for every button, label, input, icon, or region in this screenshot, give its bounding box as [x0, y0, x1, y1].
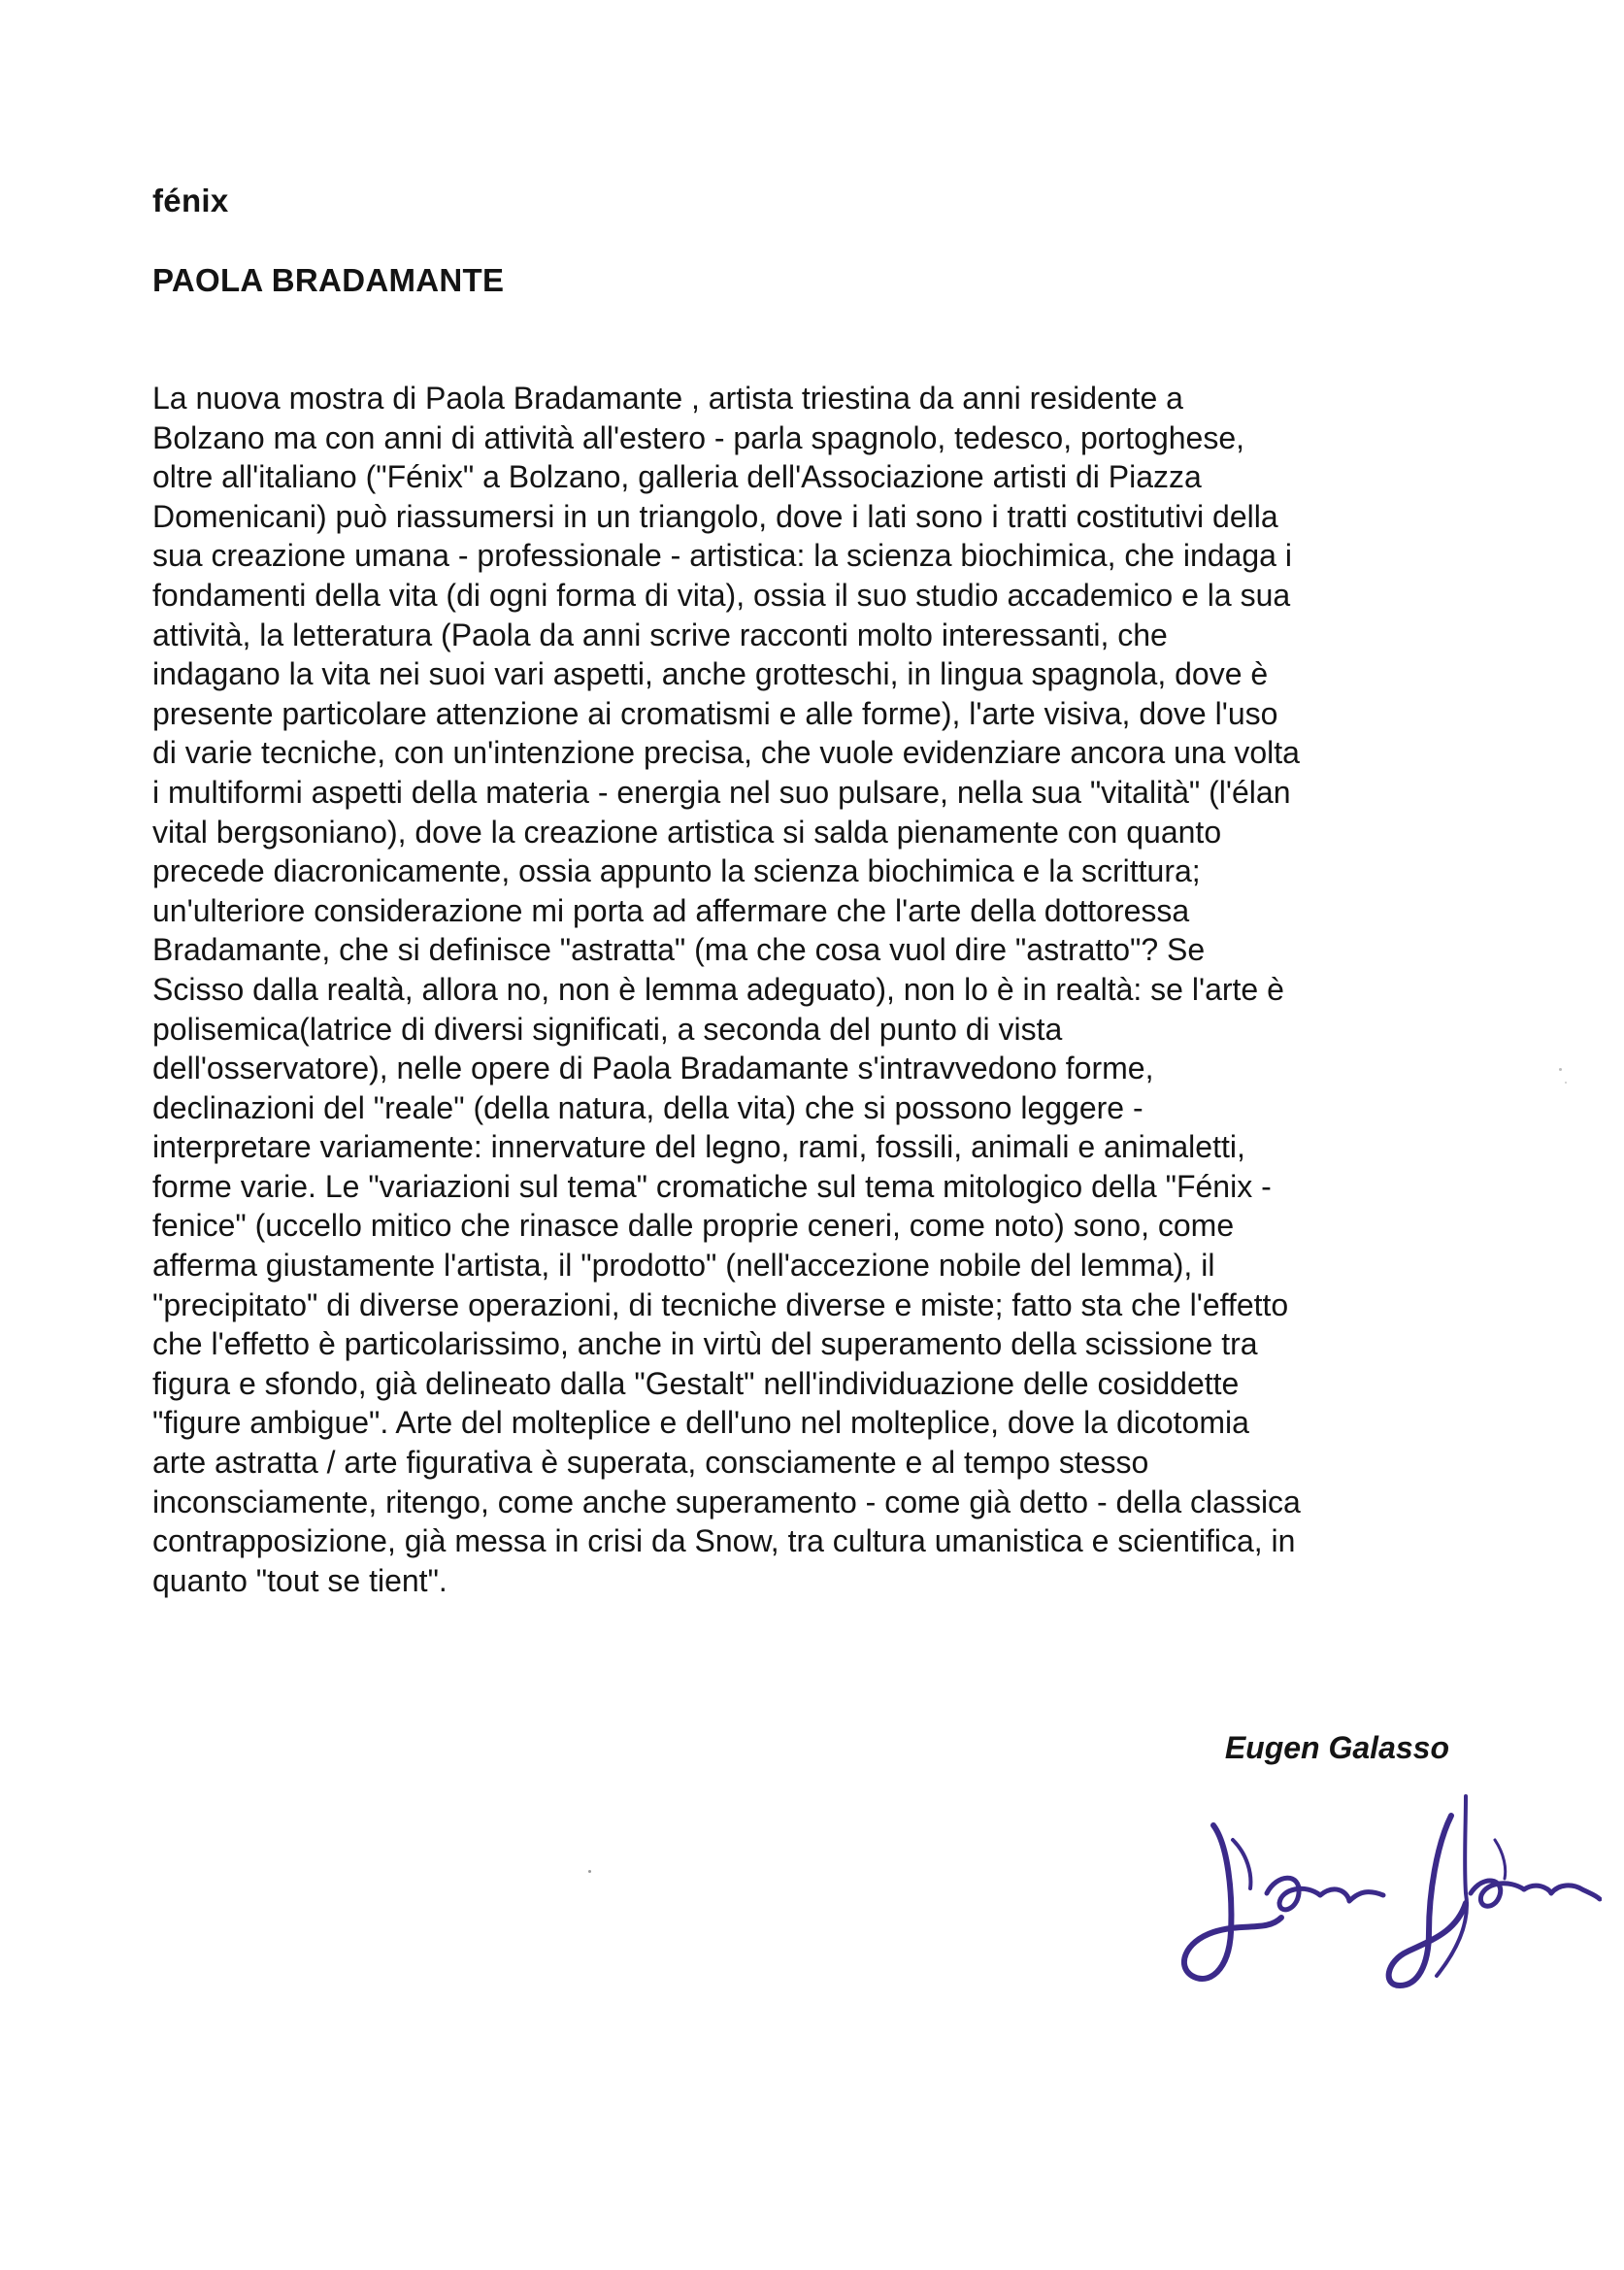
- scan-speck: [1559, 1068, 1562, 1071]
- body-line: fondamenti della vita (di ogni forma di vita), ossia il suo studio accademico e la sua: [152, 577, 1291, 613]
- body-line: dell'osservatore), nelle opere di Paola Bradamante s'intravvedono forme,: [152, 1051, 1154, 1086]
- body-line: precede diacronicamente, ossia appunto la scienza biochimica e la scrittura;: [152, 853, 1201, 889]
- body-line: afferma giustamente l'artista, il "prodotto" (nell'accezione nobile del lemma), il: [152, 1248, 1215, 1284]
- body-line: un'ulteriore considerazione mi porta ad affermare che l'arte della dottoressa: [152, 892, 1190, 928]
- author-name: Eugen Galasso: [1224, 1730, 1449, 1765]
- body-line: quanto "tout se tient".: [152, 1562, 447, 1598]
- signature-stroke: [1184, 1825, 1281, 1979]
- body-line: Bolzano ma con anni di attività all'estero - parla spagnolo, tedesco, portoghese,: [152, 419, 1245, 455]
- body-line: di varie tecniche, con un'intenzione precisa, che vuole evidenziare ancora una volta: [152, 735, 1300, 771]
- body-line: attività, la letteratura (Paola da anni scrive racconti molto interessanti, che: [152, 617, 1168, 652]
- artist-name-heading: PAOLA BRADAMANTE: [152, 262, 505, 298]
- scan-speck: [588, 1870, 591, 1873]
- body-line: che l'effetto è particolarissimo, anche in virtù del superamento della scissione tra: [152, 1326, 1258, 1362]
- body-line: polisemica(latrice di diversi significati, a seconda del punto di vista: [152, 1011, 1063, 1047]
- body-line: forme varie. Le "variazioni sul tema" cromatiche sul tema mitologico della "Fénix -: [152, 1168, 1272, 1204]
- body-line: Bradamante, che si definisce "astratta" (ma che cosa vuol dire "astratto"? Se: [152, 932, 1206, 968]
- body-line: presente particolare attenzione ai cromatismi e alle forme), l'arte visiva, dove l'uso: [152, 695, 1278, 731]
- signature-stroke: [1267, 1878, 1320, 1910]
- body-line: fenice" (uccello mitico che rinasce dalle proprie ceneri, come noto) sono, come: [152, 1208, 1235, 1244]
- body-line: "figure ambigue". Arte del molteplice e dell'uno nel molteplice, dove la dicotomia: [152, 1405, 1249, 1441]
- document-title: fénix: [152, 183, 229, 218]
- body-line: declinazioni del "reale" (della natura, della vita) che si possono leggere -: [152, 1089, 1143, 1125]
- body-line: Domenicani) può riassumersi in un triangolo, dove i lati sono i tratti costitutivi della: [152, 498, 1278, 534]
- body-line: interpretare variamente: innervature del legno, rami, fossili, animali e animaletti,: [152, 1129, 1245, 1165]
- body-paragraph: [152, 379, 1453, 1600]
- body-line: arte astratta / arte figurativa è superata, consciamente e al tempo stesso: [152, 1445, 1149, 1481]
- body-line: vital bergsoniano), dove la creazione artistica si salda pienamente con quanto: [152, 814, 1222, 850]
- body-line: indagano la vita nei suoi vari aspetti, anche grotteschi, in lingua spagnola, dove è: [152, 656, 1269, 692]
- signature-stroke: [1437, 1796, 1467, 1976]
- signature-stroke: [1320, 1889, 1383, 1901]
- scan-speck: [1565, 1082, 1567, 1084]
- body-line: sua creazione umana - professionale - artistica: la scienza biochimica, che indaga i: [152, 538, 1292, 574]
- body-line: Scisso dalla realtà, allora no, non è lemma adeguato), non lo è in realtà: se l'arte è: [152, 971, 1284, 1007]
- signature-stroke: [1524, 1886, 1600, 1899]
- body-line: contrapposizione, già messa in crisi da Snow, tra cultura umanistica e scientifica, in: [152, 1523, 1296, 1559]
- signature-stroke: [1471, 1881, 1524, 1906]
- body-line: inconsciamente, ritengo, come anche superamento - come già detto - della classica: [152, 1484, 1301, 1519]
- body-line: "precipitato" di diverse operazioni, di tecniche diverse e miste; fatto sta che l'effetto: [152, 1286, 1289, 1322]
- body-line: i multiformi aspetti della materia - energia nel suo pulsare, nella sua "vitalità" (l'élan: [152, 774, 1291, 810]
- signature-stroke: [1233, 1840, 1250, 1888]
- body-line: oltre all'italiano ("Fénix" a Bolzano, galleria dell'Associazione artisti di Piazza: [152, 459, 1202, 495]
- body-line: La nuova mostra di Paola Bradamante , artista triestina da anni residente a: [152, 381, 1183, 416]
- handwritten-signature: [1175, 1786, 1602, 2010]
- signature-stroke: [1495, 1840, 1506, 1879]
- signature-stroke: [1389, 1816, 1466, 1986]
- body-line: figura e sfondo, già delineato dalla "Gestalt" nell'individuazione delle cosiddette: [152, 1365, 1240, 1401]
